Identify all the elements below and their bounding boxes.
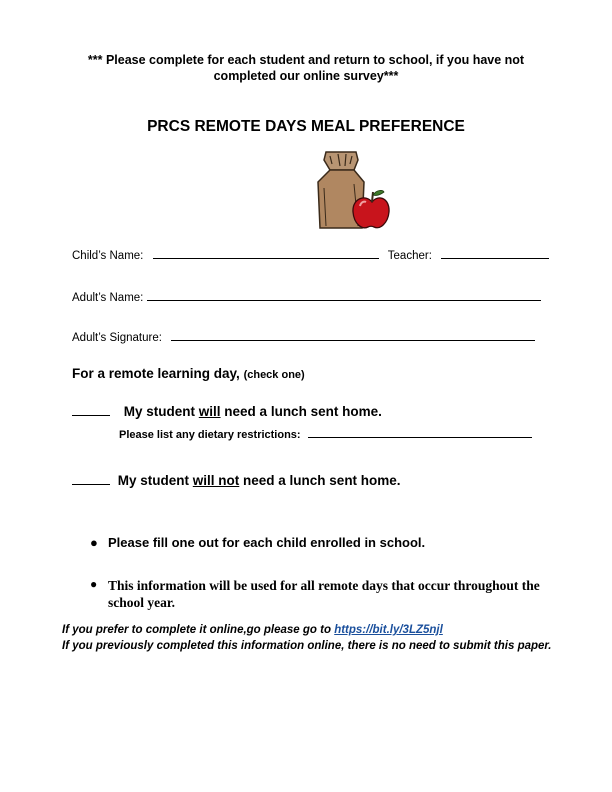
- adult-signature-row: [72, 329, 535, 344]
- teacher-field[interactable]: [441, 247, 549, 259]
- teacher-label: Teacher:: [387, 250, 432, 262]
- dietary-restrictions-row: [119, 426, 532, 441]
- instructions-line-2: completed our online survey***: [213, 69, 399, 83]
- option-will-checkbox[interactable]: [72, 402, 110, 416]
- remote-day-heading-text: For a remote learning day,: [72, 366, 240, 381]
- check-one-note: (check one): [243, 369, 305, 381]
- instructions-line-1: *** Please complete for each student and return to school, if you have not: [87, 53, 525, 67]
- option-will-not-text-post: need a lunch sent home.: [239, 473, 401, 488]
- remote-day-heading: [72, 366, 305, 381]
- option-will-text-pre: My student: [123, 404, 199, 419]
- dietary-restrictions-field[interactable]: [308, 426, 532, 438]
- adult-name-label: Adult’s Name:: [72, 292, 144, 304]
- child-name-label: Child’s Name:: [72, 250, 144, 262]
- adult-signature-label: Adult’s Signature:: [72, 332, 162, 344]
- adult-name-row: [72, 289, 541, 304]
- child-name-row: [72, 247, 549, 262]
- dietary-restrictions-label: Please list any dietary restrictions:: [119, 429, 301, 441]
- adult-signature-field[interactable]: [171, 329, 535, 341]
- option-will-not-text-pre: My student: [117, 473, 193, 488]
- option-will-not-emphasis: will not: [192, 473, 240, 488]
- survey-link[interactable]: https://bit.ly/3LZ5njl: [334, 624, 443, 636]
- option-will-not-row: [72, 471, 401, 488]
- child-name-field[interactable]: [153, 247, 379, 259]
- option-will-emphasis: will: [198, 404, 221, 419]
- option-will-row: [72, 402, 382, 419]
- bullet-text: Please fill one out for each child enrolled in school.: [108, 535, 426, 550]
- lunch-bag-apple-illustration: [312, 148, 392, 237]
- no-need-line: If you previously completed this information online, there is no need to submit this paper.: [62, 640, 552, 652]
- online-option-line: [62, 624, 443, 636]
- option-will-text-post: need a lunch sent home.: [220, 404, 382, 419]
- bullet-text: This information will be used for all remote days that occur throughout the school year.: [108, 578, 540, 610]
- bullet-dot-icon: ●: [90, 577, 98, 591]
- adult-name-field[interactable]: [147, 289, 541, 301]
- option-will-not-checkbox[interactable]: [72, 471, 110, 485]
- online-option-text: If you prefer to complete it online,go please go to: [62, 624, 335, 636]
- page-title: PRCS REMOTE DAYS MEAL PREFERENCE: [147, 118, 465, 135]
- return-instructions: [40, 52, 572, 84]
- bullet-dot-icon: ●: [90, 535, 98, 550]
